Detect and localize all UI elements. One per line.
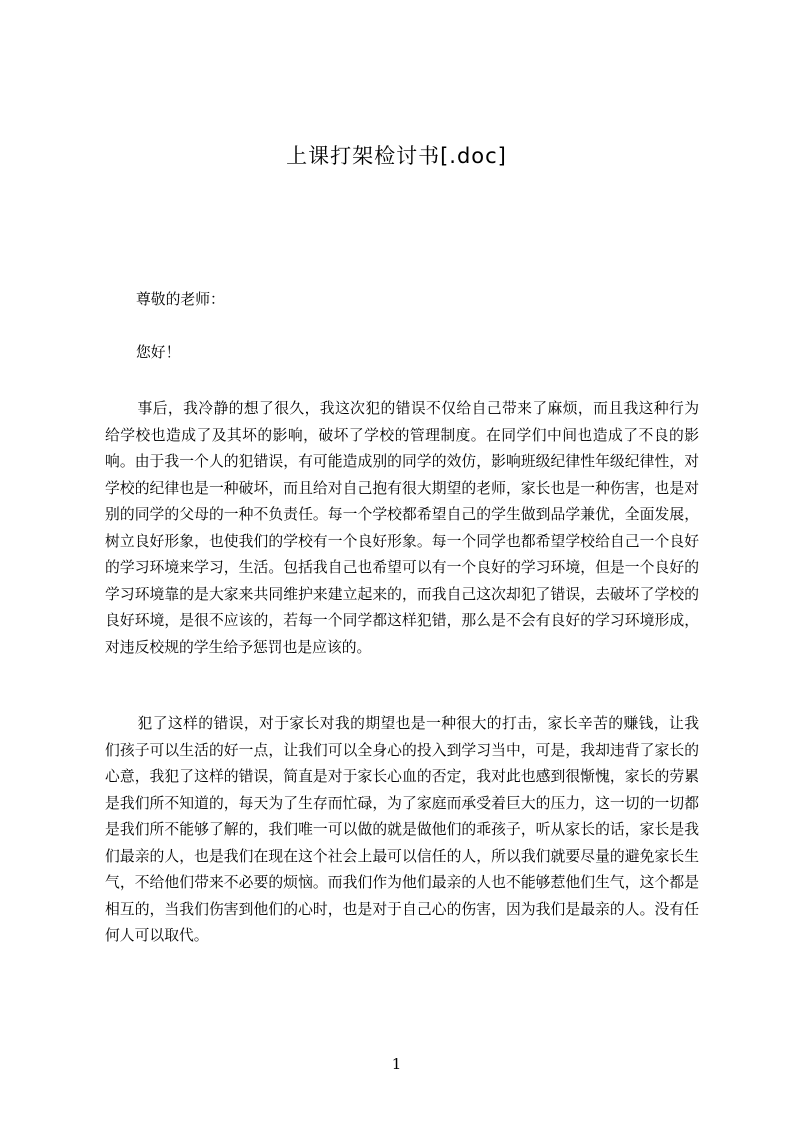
document-title: 上课打架检讨书[.doc] <box>286 144 507 168</box>
greeting: 您好！ <box>136 344 181 361</box>
salutation: 尊敬的老师： <box>136 291 225 308</box>
body-paragraph-1: 事后，我冷静的想了很久，我这次犯的错误不仅给自己带来了麻烦，而且我这种行为给学校也造成了及其坏的影响，破坏了学校的管理制度。在同学们中间也造成了不良的影响。由于我一个人的犯错误，有可能造成别的同学的效仿，影响班级纪律性年级纪律性，对学校的纪律也是一种破坏，而且给对自己抱有很大期望的老师，家长也是一种伤害，也是对别的同学的父母的一种不负责任。每一个学校都希望自己的学生做到品学兼优，全面发展，树立良好形象，也使我们的学校有一个良好形象。每一个同学也都希望学校给自己一个良好的学习环境来学习，生活。包括我自己也希望可以有一个良好的学习环境，但是一个良好的学习环境靠的是大家来共同维护来建立起来的，而我自己这次却犯了错误，去破坏了学校的良好环境，是很不应该的，若每一个同学都这样犯错，那么是不会有良好的学习环境形成，对违反校规的学生给予惩罚也是应该的。 <box>105 400 699 656</box>
body-paragraph-2: 犯了这样的错误，对于家长对我的期望也是一种很大的打击，家长辛苦的赚钱，让我们孩子可以生活的好一点，让我们可以全身心的投入到学习当中，可是，我却违背了家长的心意，我犯了这样的错误，简直是对于家长心血的否定，我对此也感到很惭愧，家长的劳累是我们所不知道的，每天为了生存而忙碌，为了家庭而承受着巨大的压力，这一切的一切都是我们所不能够了解的，我们唯一可以做的就是做他们的乖孩子，听从家长的话，家长是我们最亲的人，也是我们在现在这个社会上最可以信任的人，所以我们就要尽量的避免家长生气，不给他们带来不必要的烦恼。而我们作为他们最亲的人也不能够惹他们生气，这个都是相互的，当我们伤害到他们的心时，也是对于自己心的伤害，因为我们是最亲的人。没有任何人可以取代。 <box>105 715 699 944</box>
page-number: 1 <box>391 1055 402 1073</box>
